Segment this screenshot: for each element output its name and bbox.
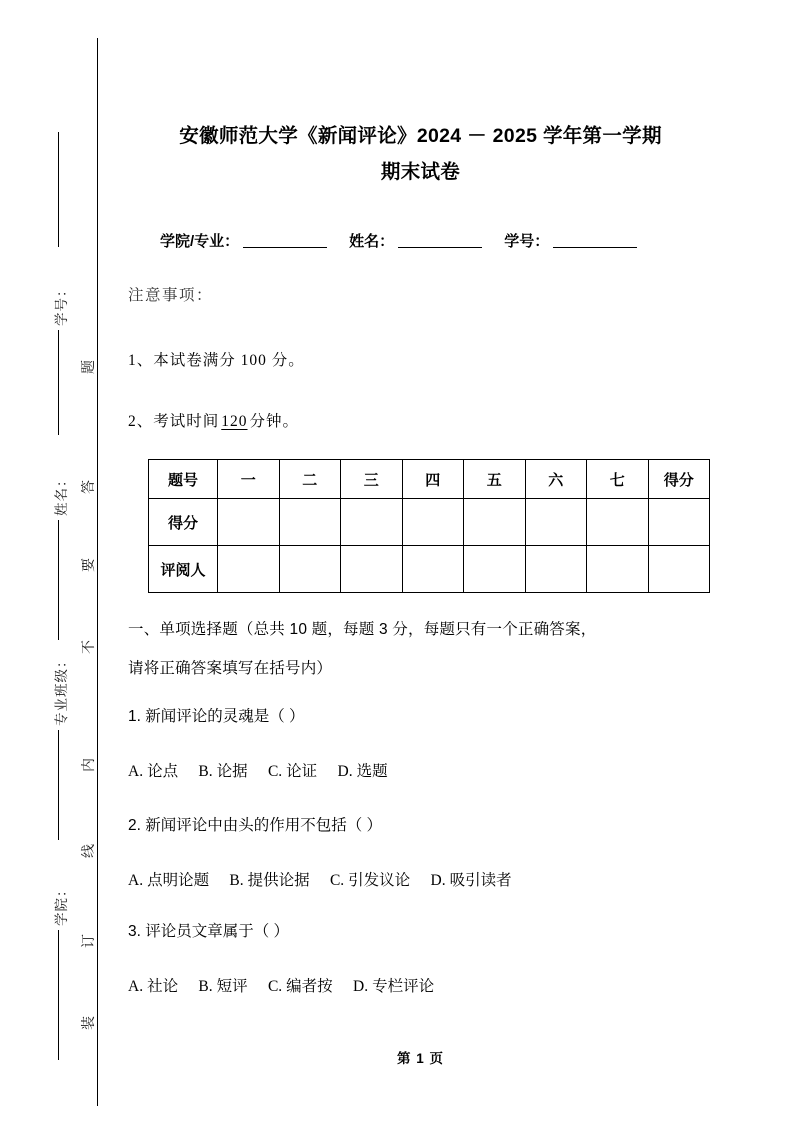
question-1-option-c-text: 论证: [286, 763, 318, 780]
score-cell-0-4[interactable]: [464, 499, 526, 546]
binding-rule-segment-4: [58, 730, 59, 840]
page-title: [128, 118, 713, 190]
question-2-option-a-label: A.: [128, 872, 144, 889]
question-2-option-a[interactable]: [128, 872, 209, 889]
margin-label-college-anchor: [54, 882, 69, 931]
binding-rule-segment-1: [58, 132, 59, 247]
binding-inner-char-8: 装: [82, 1016, 97, 1030]
question-3-option-c-label: C.: [267, 978, 283, 995]
score-table-header-row: [149, 460, 710, 499]
question-3-option-c-text: 编者按: [286, 978, 333, 995]
score-cell-1-1[interactable]: [279, 546, 341, 593]
score-row-label-score: 得分: [149, 499, 218, 546]
score-cell-1-2[interactable]: [341, 546, 403, 593]
question-2-option-c[interactable]: [330, 872, 410, 889]
question-2-option-b-label: B.: [229, 872, 244, 889]
notice-heading: 注意事项：: [128, 287, 214, 304]
college-major-label: 学院/专业：: [160, 233, 240, 250]
question-3-option-d[interactable]: [353, 978, 434, 995]
question-1-option-a-label: A.: [128, 763, 144, 780]
score-table-header-1: 一: [218, 460, 280, 499]
score-cell-1-3[interactable]: [402, 546, 464, 593]
binding-inner-char-2: 答: [82, 480, 97, 494]
question-1-option-c-label: C.: [267, 763, 283, 780]
margin-label-class: 专业班级：: [54, 653, 69, 726]
binding-inner-char-4: 不: [82, 640, 97, 654]
student-id-blank[interactable]: [553, 247, 637, 248]
name-label: 姓名：: [349, 233, 395, 250]
paper-content: [128, 0, 728, 1122]
name-blank[interactable]: [398, 247, 482, 248]
table-row: [149, 546, 710, 593]
table-row: [149, 499, 710, 546]
notice-item-2: [128, 409, 299, 431]
question-3-option-b-text: 短评: [216, 978, 248, 995]
score-table: [148, 459, 710, 593]
score-table-header-6: 六: [525, 460, 587, 499]
question-2-options: [128, 868, 528, 890]
exam-duration-value: 120: [221, 413, 248, 430]
question-2-option-b-text: 提供论据: [247, 872, 310, 889]
question-2-option-d-label: D.: [430, 872, 446, 889]
section-heading-line-2: 请将正确答案填写在括号内）: [128, 660, 333, 677]
question-1-option-a-text: 论点: [147, 763, 179, 780]
question-1-option-d[interactable]: [338, 763, 388, 780]
question-1-option-c[interactable]: [268, 763, 317, 780]
score-cell-0-6[interactable]: [587, 499, 649, 546]
score-cell-0-3[interactable]: [402, 499, 464, 546]
page-title-line-1: 安徽师范大学《新闻评论》2024 － 2025 学年第一学期: [179, 125, 662, 147]
question-1-option-b-label: B.: [198, 763, 213, 780]
question-3-stem: 3. 评论员文章属于（ ）: [128, 923, 290, 940]
score-cell-0-0[interactable]: [218, 499, 280, 546]
score-cell-1-6[interactable]: [587, 546, 649, 593]
binding-inner-char-5: 内: [82, 758, 97, 772]
margin-label-class-anchor: [54, 653, 69, 731]
question-3-option-a-label: A.: [128, 978, 144, 995]
margin-label-college: 学院：: [54, 882, 69, 926]
notice-item-2-prefix: 2、考试时间: [128, 413, 220, 430]
question-2-option-a-text: 点明论题: [147, 872, 210, 889]
page-footer: 第 1 页: [396, 1051, 444, 1066]
score-cell-1-7[interactable]: [648, 546, 710, 593]
question-3-options: [128, 974, 450, 996]
question-2-option-d[interactable]: [431, 872, 512, 889]
score-table-header-2: 二: [279, 460, 341, 499]
question-2-option-b[interactable]: [229, 872, 309, 889]
score-table-header-7: 七: [587, 460, 649, 499]
notice-item-2-suffix: 分钟。: [249, 413, 300, 430]
score-row-label-reviewer: 评阅人: [149, 546, 218, 593]
notice-item-1: 1、本试卷满分 100 分。: [128, 352, 305, 369]
question-3-option-b-label: B.: [198, 978, 213, 995]
binding-inner-char-7: 订: [82, 934, 97, 948]
question-1-options: [128, 759, 404, 781]
binding-inner-char-1: 题: [82, 360, 97, 374]
question-3-option-c[interactable]: [268, 978, 333, 995]
question-3-option-d-text: 专栏评论: [372, 978, 435, 995]
college-major-blank[interactable]: [243, 247, 327, 248]
margin-label-student-id-anchor: [54, 282, 69, 331]
score-table-header-0: 题号: [149, 460, 218, 499]
score-cell-0-1[interactable]: [279, 499, 341, 546]
question-2-option-d-text: 吸引读者: [449, 872, 512, 889]
binding-rule-segment-2: [58, 330, 59, 435]
question-1-option-b[interactable]: [198, 763, 247, 780]
margin-label-name: 姓名：: [54, 472, 69, 516]
binding-rule-segment-3: [58, 520, 59, 640]
question-2-option-c-label: C.: [329, 872, 345, 889]
score-cell-1-5[interactable]: [525, 546, 587, 593]
question-1-stem: 1. 新闻评论的灵魂是（ ）: [128, 708, 305, 725]
margin-label-student-id: 学号：: [54, 282, 69, 326]
margin-label-name-anchor: [54, 472, 69, 521]
question-2-stem: 2. 新闻评论中由头的作用不包括（ ）: [128, 817, 383, 834]
question-1-option-d-text: 选题: [356, 763, 388, 780]
score-cell-1-0[interactable]: [218, 546, 280, 593]
score-table-header-4: 四: [402, 460, 464, 499]
score-cell-0-2[interactable]: [341, 499, 403, 546]
binding-inner-char-6: 线: [82, 844, 97, 858]
page-title-line-2: 期末试卷: [380, 161, 461, 183]
binding-margin: [0, 0, 110, 1122]
question-1-option-d-label: D.: [337, 763, 353, 780]
score-cell-0-5[interactable]: [525, 499, 587, 546]
question-1-option-b-text: 论据: [216, 763, 248, 780]
question-3-option-a[interactable]: [128, 978, 178, 995]
student-info-row: [160, 230, 641, 251]
section-heading-multiple-choice: [128, 610, 713, 688]
student-id-label: 学号：: [504, 233, 550, 250]
question-2-option-c-text: 引发议论: [348, 872, 411, 889]
section-heading-line-1: 一、单项选择题（总共 10 题，每题 3 分，每题只有一个正确答案，: [128, 621, 597, 638]
binding-inner-char-3: 要: [82, 558, 97, 572]
binding-rule-segment-5: [58, 930, 59, 1060]
question-3-option-a-text: 社论: [147, 978, 179, 995]
score-table-header-3: 三: [341, 460, 403, 499]
score-table-header-5: 五: [464, 460, 526, 499]
question-1-option-a[interactable]: [128, 763, 178, 780]
question-3-option-d-label: D.: [353, 978, 369, 995]
score-cell-0-7[interactable]: [648, 499, 710, 546]
question-3-option-b[interactable]: [198, 978, 247, 995]
score-cell-1-4[interactable]: [464, 546, 526, 593]
score-table-header-8: 得分: [648, 460, 710, 499]
